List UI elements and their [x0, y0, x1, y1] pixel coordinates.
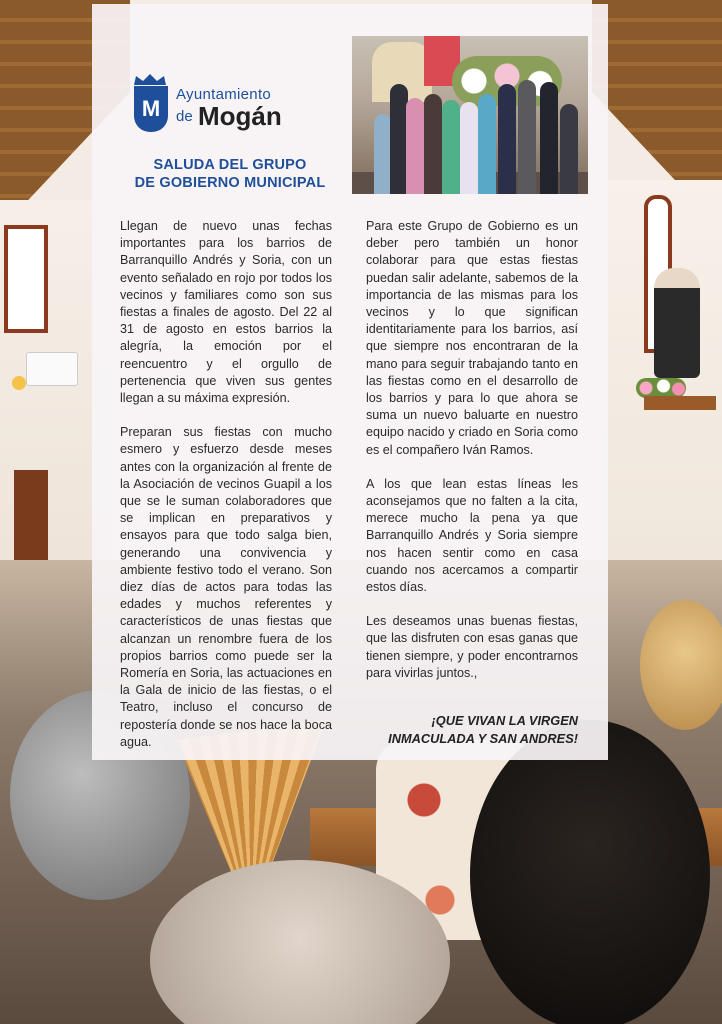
- dark-hair-head: [470, 720, 710, 1024]
- photo-person: [518, 80, 536, 194]
- logo-de: de: [176, 108, 193, 125]
- photo-person: [478, 94, 496, 194]
- title-line-2: DE GOBIERNO MUNICIPAL: [134, 175, 326, 191]
- body-column-right: [366, 218, 578, 699]
- group-photo: [352, 36, 588, 194]
- closing-line-1: ¡QUE VIVAN LA VIRGEN: [431, 713, 578, 728]
- photo-person: [540, 82, 558, 194]
- statue-flowers: [636, 378, 686, 398]
- photo-person: [424, 94, 442, 194]
- saint-statue: [654, 268, 700, 378]
- door-left: [14, 470, 48, 560]
- title-line-1: SALUDA DEL GRUPO: [153, 157, 307, 173]
- statue-shelf: [644, 396, 716, 410]
- logo-ayuntamiento: Ayuntamiento: [176, 86, 272, 103]
- closing-line-2: INMACULADA Y SAN ANDRES!: [388, 731, 578, 746]
- paragraph: Para este Grupo de Gobierno es un deber pero también un honor colaborar para que estas fiestas puedan salir adelante, sabemos de la importancia de las mismas para los vecinos y lo que significan identitariamente para los barrios, así que siempre nos encontraran de la mano para seguir trabajando tanto en las fiestas como en el desarrollo de los barrios y para lo que ahora se suma un nuevo baluarte en nuestro equipo nacido y criado en Soria como es el compañero Iván Ramos.: [366, 219, 578, 457]
- paragraph: Preparan sus fiestas con mucho esmero y esfuerzo desde meses antes con la organización al frente de la Asociación de vecinos Guapil a los que se le suman colaboradores que se implican en preparativos y ensayos para que todo salga bien, generando una convivencia y ambiente festivo todo el verano. Son diez días de actos para todas las edades y muchos referentes y característicos de unas fiestas que alcanzan un renombre fuera de los propios barrios como puede ser la Romería en Soria, las actuaciones en la Gala de inicio de las fiestas, o el Teatro, incluso el concurso de repostería donde se nos hace la boca agua.: [120, 425, 332, 749]
- paragraph: A los que lean estas líneas les aconsejamos que no falten a la cita, merece mucho la pena ya que Barranquillo Andrés y Soria siempre nos hacen sentir como en casa cuando nos acercamos a compartir estos días.: [366, 476, 578, 595]
- blonde-head: [640, 600, 722, 730]
- photo-person: [406, 98, 424, 194]
- logo-mogan: Mogán: [198, 101, 282, 131]
- municipality-logo: [132, 70, 302, 142]
- air-conditioner: [26, 352, 78, 386]
- window-left: [4, 225, 48, 333]
- shield-icon: M: [134, 86, 168, 132]
- paragraph: Les deseamos unas buenas fiestas, que las disfruten con esas ganas que tienen siempre, y poder encontrarnos para vivirlas juntos.,: [366, 614, 578, 680]
- body-column-left: [120, 218, 332, 768]
- photo-person: [498, 84, 516, 194]
- photo-person: [560, 104, 578, 194]
- page-title: [112, 156, 348, 192]
- closing-exclamation: [366, 712, 578, 748]
- crown-icon: [132, 74, 168, 86]
- wall-lamp: [12, 376, 26, 390]
- paragraph: Llegan de nuevo unas fechas importantes para los barrios de Barranquillo Andrés y Soria, con un evento señalado en rojo por todos los vecinos y familiares como son sus fiestas a finales de agosto. Del 22 al 31 de agosto en estos barrios la alegría, la emoción por el reencuentro y el orgullo de pertenencia que viven sus gentes llegan a su máxima expresión.: [120, 219, 332, 406]
- photo-person: [460, 102, 478, 194]
- photo-person: [442, 100, 460, 194]
